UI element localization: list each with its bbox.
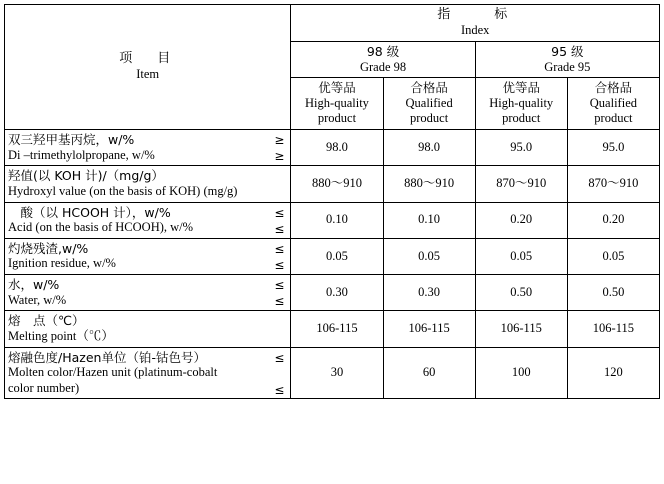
table-row xyxy=(5,347,660,399)
header-index-cell xyxy=(291,5,660,42)
row-symbol-1: ≥ xyxy=(274,133,285,147)
row-symbol-1: ≤ xyxy=(274,350,285,365)
header-item-cell xyxy=(5,5,291,130)
row-item-cn: 熔 点（℃） xyxy=(8,313,85,329)
row-value-98-qualified: 0.05 xyxy=(383,238,475,274)
row-item-cn: 水，w/% xyxy=(8,277,60,292)
specification-table xyxy=(4,4,660,399)
table-row xyxy=(5,130,660,166)
row-item-en-line2: color number) xyxy=(8,380,80,395)
row-item-cn: 双三羟甲基丙烷，w/% xyxy=(8,132,135,147)
row-item-water xyxy=(5,275,291,311)
row-symbol-1: ≤ xyxy=(274,205,285,220)
header-quality-98-qualified-en1: Qualified xyxy=(405,95,453,110)
header-quality-95-qualified xyxy=(567,78,659,130)
row-item-cn: 羟值(以 KOH 计)/（mg/g） xyxy=(8,168,164,184)
row-value-95-high: 0.50 xyxy=(475,275,567,311)
header-grade-95-en: Grade 95 xyxy=(544,59,591,74)
row-value-95-qualified: 120 xyxy=(567,347,659,399)
row-symbol-2: ≤ xyxy=(274,221,285,236)
table-row xyxy=(5,202,660,238)
row-item-melting-point xyxy=(5,311,291,347)
row-value-95-qualified: 0.50 xyxy=(567,275,659,311)
row-value-98-high: 0.30 xyxy=(291,275,383,311)
header-grade-98-cn: 98 级 xyxy=(366,43,400,59)
header-grade-98-en: Grade 98 xyxy=(359,59,407,74)
row-value-95-qualified: 870～910 xyxy=(567,166,659,202)
row-symbol-2: ≥ xyxy=(274,149,285,163)
row-value-98-qualified: 0.30 xyxy=(383,275,475,311)
row-value-95-high: 100 xyxy=(475,347,567,399)
row-item-hydroxyl-value xyxy=(5,166,291,202)
row-value-95-high: 870～910 xyxy=(475,166,567,202)
row-symbol-1: ≤ xyxy=(274,241,285,256)
row-value-95-high: 95.0 xyxy=(475,130,567,166)
row-item-di-trimethylolpropane xyxy=(5,130,291,166)
header-quality-98-high-cn: 优等品 xyxy=(318,80,356,96)
header-quality-98-qualified-cn: 合格品 xyxy=(410,80,448,96)
table-row xyxy=(5,238,660,274)
table-header-row-1 xyxy=(5,5,660,42)
row-value-95-qualified: 106-115 xyxy=(567,311,659,347)
row-symbol-2: ≤ xyxy=(274,382,285,397)
row-item-en: Hydroxyl value (on the basis of KOH) (mg/g) xyxy=(8,183,238,198)
header-quality-95-qualified-en2: product xyxy=(594,111,633,126)
header-quality-98-qualified xyxy=(383,78,475,130)
row-symbol-2: ≤ xyxy=(274,294,285,308)
row-item-en: Water, w/% xyxy=(8,292,67,307)
row-item-en: Ignition residue, w/% xyxy=(8,256,116,271)
row-value-95-qualified: 95.0 xyxy=(567,130,659,166)
row-item-en: Melting point（℃） xyxy=(8,328,114,343)
header-quality-95-qualified-en1: Qualified xyxy=(589,95,637,110)
row-value-98-high: 0.10 xyxy=(291,202,383,238)
header-quality-95-high-en1: High-quality xyxy=(489,95,554,110)
header-quality-95-high xyxy=(475,78,567,130)
header-quality-95-qualified-cn: 合格品 xyxy=(594,80,633,96)
row-item-en: Acid (on the basis of HCOOH), w/% xyxy=(8,220,194,235)
header-quality-98-high xyxy=(291,78,383,130)
header-quality-95-high-cn: 优等品 xyxy=(502,80,540,96)
row-value-98-qualified: 60 xyxy=(383,347,475,399)
row-item-molten-color xyxy=(5,347,291,399)
row-item-cn: 熔融色度/Hazen单位（铂-钴色号） xyxy=(8,349,206,365)
row-item-ignition-residue xyxy=(5,238,291,274)
row-value-98-qualified: 0.10 xyxy=(383,202,475,238)
row-value-95-high: 0.20 xyxy=(475,202,567,238)
row-symbol-2: ≤ xyxy=(274,257,285,272)
row-value-98-high: 880～910 xyxy=(291,166,383,202)
row-item-en: Molten color/Hazen unit (platinum-cobalt xyxy=(8,365,218,380)
header-index-en: Index xyxy=(460,23,490,38)
row-symbol-1: ≤ xyxy=(274,278,285,292)
table-row xyxy=(5,166,660,202)
header-item-cn: 项 目 xyxy=(119,51,177,67)
header-quality-98-high-en1: High-quality xyxy=(305,95,369,110)
row-value-95-high: 106-115 xyxy=(475,311,567,347)
row-value-98-high: 98.0 xyxy=(291,130,383,166)
row-value-98-high: 0.05 xyxy=(291,238,383,274)
row-value-98-qualified: 880～910 xyxy=(383,166,475,202)
row-value-98-qualified: 98.0 xyxy=(383,130,475,166)
header-grade-95 xyxy=(475,41,659,77)
table-row xyxy=(5,275,660,311)
header-quality-98-qualified-en2: product xyxy=(410,111,449,126)
row-value-98-qualified: 106-115 xyxy=(383,311,475,347)
header-grade-95-cn: 95 级 xyxy=(551,43,584,59)
header-quality-98-high-en2: product xyxy=(317,111,357,126)
row-value-98-high: 106-115 xyxy=(291,311,383,347)
header-index-cn: 指 标 xyxy=(437,7,514,22)
row-item-cn: 灼烧残渣,w/% xyxy=(8,240,89,256)
header-item-en: Item xyxy=(136,67,160,82)
row-value-95-high: 0.05 xyxy=(475,238,567,274)
row-item-cn: 酸（以 HCOOH 计），w/% xyxy=(8,204,171,220)
row-value-98-high: 30 xyxy=(291,347,383,399)
header-grade-98 xyxy=(291,41,475,77)
table-row xyxy=(5,311,660,347)
header-quality-95-high-en2: product xyxy=(502,111,541,126)
row-value-95-qualified: 0.05 xyxy=(567,238,659,274)
row-value-95-qualified: 0.20 xyxy=(567,202,659,238)
row-item-acid xyxy=(5,202,291,238)
row-item-en: Di –trimethylolpropane, w/% xyxy=(8,147,155,162)
